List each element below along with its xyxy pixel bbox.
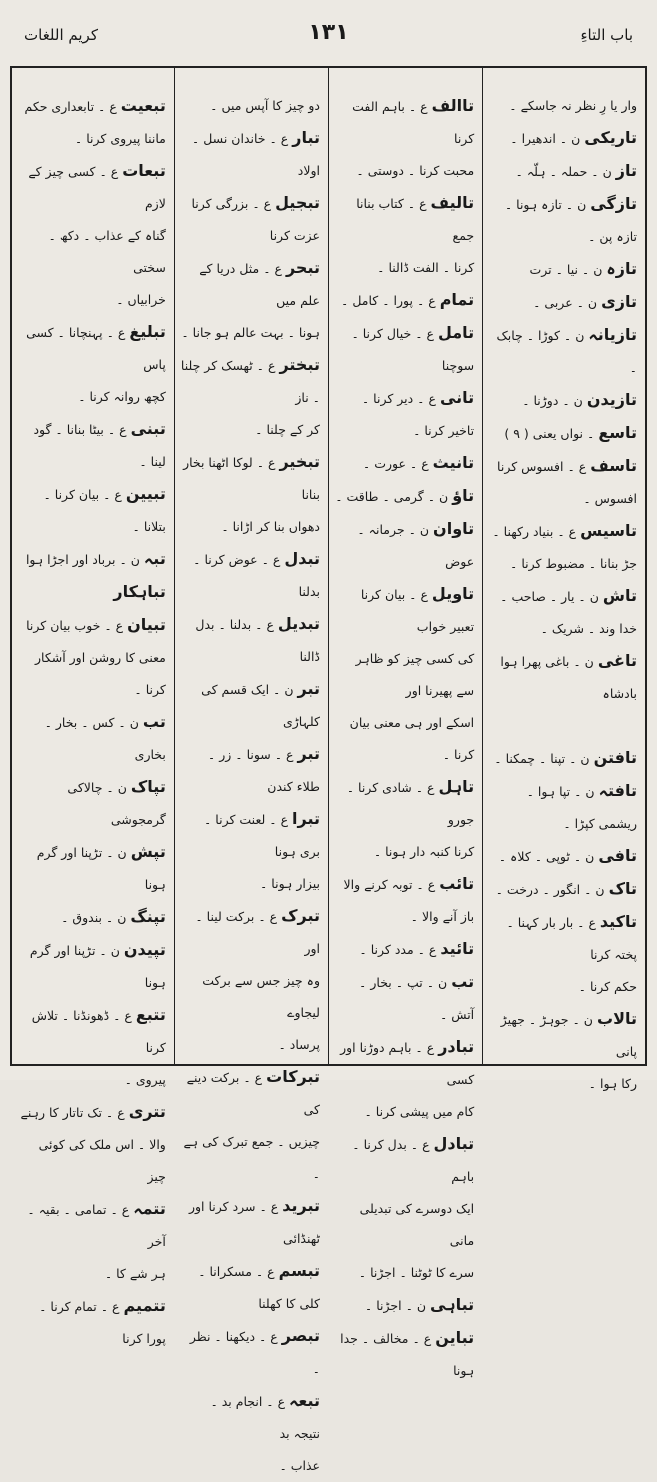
entry-headword: تافی — [598, 846, 637, 865]
dictionary-entry — [489, 90, 637, 122]
entry-definition: دو چیز کا آپس میں ۔ — [210, 98, 320, 113]
entry-headword: تاسف — [590, 456, 637, 475]
entry-headword: تبدیل — [277, 614, 320, 633]
entry-definition: ن ۔ باغی پھرا ہوا بادشاہ — [500, 654, 637, 701]
entry-definition: ع ۔ مثل دریا کے علم میں — [199, 261, 320, 308]
entry-definition: ع ۔ کتاب بنانا جمع — [356, 196, 475, 243]
entry-definition: افسوس ۔ — [583, 491, 637, 506]
entry-headword: تاکید — [599, 912, 637, 931]
entry-headword: تاہل — [438, 777, 475, 796]
dictionary-entry — [18, 1064, 166, 1096]
entry-headword: تبر — [297, 679, 320, 698]
entry-headword: تبرک — [281, 906, 320, 925]
dictionary-entry — [18, 706, 166, 771]
dictionary-entry — [335, 643, 474, 707]
entry-definition: معنی کا روشن اور آشکار کرنا ۔ — [34, 650, 166, 697]
entry-definition: ہر شے کا ۔ — [104, 1266, 166, 1281]
entry-headword: تافتن — [593, 748, 637, 767]
entry-headword: تبادر — [438, 1037, 475, 1056]
dictionary-entry — [335, 382, 474, 447]
dictionary-entry — [181, 252, 320, 317]
entry-definition: اسکے اور ہی معنی بیان کرنا ۔ — [349, 715, 475, 762]
dictionary-entry — [18, 123, 166, 155]
entry-headword: تازگی — [590, 194, 637, 213]
entry-definition: ع ۔ بزرگی کرنا عزت کرنا — [191, 196, 320, 243]
entry-definition: ع ۔ مخالف ۔ جدا ہونا — [340, 1331, 475, 1378]
dictionary-entry — [18, 836, 166, 901]
dictionary-entry — [489, 775, 637, 840]
entry-definition: ع ۔ برکت لینا ۔ اور — [195, 909, 320, 956]
entry-headword: تافتہ — [598, 781, 637, 800]
entry-definition: محبت کرنا ۔ دوستی ۔ — [356, 163, 475, 178]
entry-definition: والا ۔ اس ملک کی کوئی چیز — [38, 1137, 166, 1184]
dictionary-entry — [181, 738, 320, 803]
entry-headword: تبختر — [279, 355, 320, 374]
entry-definition: گناہ کے عذاب ۔ دکھ ۔ سختی — [48, 228, 166, 275]
dictionary-entry — [335, 187, 474, 252]
entry-headword: تبنی — [130, 419, 166, 438]
dictionary-entry — [335, 966, 474, 1031]
entry-definition: وار یا رِ نظر نہ جاسکے ۔ — [509, 98, 637, 113]
dictionary-entry — [181, 803, 320, 868]
dictionary-entry — [18, 999, 166, 1064]
entry-definition: ع ۔ مسکرانا ۔ کلی کا کھلنا — [198, 1264, 320, 1311]
entry-definition: پرساد ۔ — [278, 1037, 320, 1052]
entries-column-1 — [482, 68, 645, 1091]
entry-definition: ع ۔ توبہ کرنے والا — [343, 877, 436, 892]
entry-definition: ع ۔ بیٹا بنانا ۔ گود لینا ۔ — [33, 422, 166, 469]
entry-definition: ع ۔ کسی چیز کے لازم — [28, 164, 166, 211]
dictionary-entry — [18, 1129, 166, 1193]
entry-headword: تبرا — [292, 809, 320, 828]
dictionary-entry — [335, 447, 474, 480]
entry-headword: تاسع — [598, 423, 637, 442]
entry-definition: ع ۔ تمام کرنا ۔ پورا کرنا — [39, 1299, 166, 1346]
entry-definition: ع ۔ بدلنا ۔ بدل ڈالنا — [195, 617, 320, 664]
dictionary-entry — [181, 90, 320, 122]
entry-definition: ن ۔ ٹوپی ۔ کلاہ ۔ — [498, 849, 595, 864]
entry-definition: ع ۔ تمامی ۔ بقیہ ۔ آخر — [27, 1202, 166, 1249]
entry-definition: ع ۔ برکت دینے کی — [186, 1070, 320, 1117]
dictionary-entry — [489, 319, 637, 384]
dictionary-entry — [18, 642, 166, 706]
entries-column-3 — [174, 68, 328, 1473]
entry-definition: ع ۔ عوض کرنا ۔ بدلنا — [193, 552, 320, 599]
entry-definition: پیروی ۔ — [124, 1072, 166, 1087]
entry-headword: تباہکار — [113, 582, 166, 601]
dictionary-entry — [335, 155, 474, 187]
entry-definition: چیزیں ۔ جمع تبرک کی ہے ۔ — [183, 1134, 320, 1181]
entry-headword: تبسم — [278, 1261, 320, 1280]
dictionary-entry — [18, 413, 166, 478]
dictionary-entry — [181, 1385, 320, 1450]
entry-headword: تبہ — [143, 549, 166, 568]
dictionary-entry — [335, 1128, 474, 1193]
dictionary-entry — [18, 576, 166, 609]
book-title: کریم اللغات — [24, 26, 98, 44]
entry-headword: تامل — [437, 323, 475, 342]
entry-headword: تبر — [297, 744, 320, 763]
entry-headword: تبجیل — [275, 193, 320, 212]
dictionary-entry — [489, 483, 637, 515]
entry-headword: تبعیت — [120, 96, 166, 115]
entry-definition: رکا ہوا ۔ — [588, 1076, 637, 1091]
dictionary-entry — [181, 511, 320, 543]
dictionary-entry — [489, 1003, 637, 1068]
entry-headword: تالاب — [596, 1009, 637, 1028]
entry-headword: تازہ — [606, 259, 637, 278]
dictionary-entry — [181, 543, 320, 608]
dictionary-entry — [18, 934, 166, 999]
dictionary-entry — [489, 710, 637, 742]
dictionary-entry — [489, 580, 637, 613]
entry-headword: تبحر — [285, 258, 320, 277]
entry-definition: ن ۔ جرمانہ ۔ عوض — [357, 522, 475, 569]
entry-headword: تاؤ — [452, 486, 475, 505]
dictionary-entry — [335, 1193, 474, 1257]
entry-definition: ن ۔ حملہ ۔ ہلّہ ۔ — [515, 164, 612, 179]
entry-definition: ہونا ۔ بہت عالم ہو جانا ۔ — [181, 325, 320, 340]
entry-headword: تباین — [435, 1328, 475, 1347]
entry-definition: ن ۔ کوڑا ۔ چابک ۔ — [496, 328, 637, 375]
entry-definition: ن ۔ تپا ہوا ۔ ریشمی کپڑا ۔ — [526, 784, 637, 831]
dictionary-entry — [181, 1255, 320, 1320]
entry-headword: تاریکی — [584, 128, 637, 147]
entry-definition: ع ۔ تابعداری حکم — [24, 99, 117, 114]
entries-table — [10, 66, 647, 1473]
entry-definition: ن ۔ یار ۔ صاحب ۔ — [500, 589, 599, 604]
entry-definition: ع ۔ ٹھسک کر چلنا ۔ ناز — [180, 358, 320, 405]
entry-definition: ع ۔ پورا ۔ کامل ۔ — [341, 293, 436, 308]
entry-definition: ایک دوسرے کی تبدیلی مانی — [359, 1201, 475, 1248]
entry-definition: خرابیاں ۔ — [116, 292, 166, 307]
dictionary-entry — [18, 901, 166, 934]
dictionary-entry — [335, 513, 474, 578]
dictionary-entry — [181, 446, 320, 511]
entry-definition: ع ۔ سرد کرنا اور ٹھنڈائی — [188, 1199, 320, 1246]
dictionary-entry — [18, 609, 166, 642]
entry-headword: تپش — [130, 842, 166, 861]
entry-definition: ۔ نواں یعنی ( ۹ ) — [504, 426, 595, 441]
dictionary-entry — [181, 900, 320, 965]
entry-headword: تاک — [608, 879, 637, 898]
entry-definition: ن ۔ تپ ۔ بخار ۔ آتش ۔ — [359, 975, 475, 1022]
entry-definition: ن ۔ ایک قسم کی کلہاڑی — [201, 682, 320, 729]
dictionary-entry — [181, 122, 320, 187]
entry-definition: ن ۔ تڑپنا اور گرم ہونا — [29, 943, 166, 990]
page-header — [24, 18, 633, 58]
entry-definition: ع ۔ سونا ۔ زر ۔ طلاء کندن — [207, 747, 320, 794]
entry-definition: ع ۔ تک تاتار کا رہنے — [20, 1105, 125, 1120]
chapter-title: باب التاءِ — [580, 26, 633, 44]
dictionary-entry — [18, 543, 166, 576]
entry-definition: ن ۔ تڑپنا اور گرم ہونا — [36, 845, 166, 892]
entry-definition: کرنا کنبہ دار ہونا ۔ — [373, 844, 475, 859]
dictionary-entry — [181, 414, 320, 446]
dictionary-entry — [181, 1029, 320, 1061]
dictionary-entry — [335, 1289, 474, 1322]
entry-headword: تتری — [128, 1102, 166, 1121]
dictionary-entry — [181, 673, 320, 738]
entry-definition: بیزار ہونا ۔ — [260, 876, 320, 891]
entry-definition: ع ۔ عورت ۔ — [362, 456, 429, 471]
dictionary-entry — [489, 515, 637, 548]
entry-headword: تمام — [439, 290, 475, 309]
dictionary-entry — [489, 906, 637, 971]
entry-headword: تبار — [292, 128, 320, 147]
entry-definition: ن ۔ اندھیرا ۔ — [510, 131, 581, 146]
entry-definition: ن ۔ برباد اور اجڑا ہوا — [25, 552, 140, 567]
entry-headword: تاویل — [431, 584, 475, 603]
dictionary-entry — [489, 971, 637, 1003]
entry-headword: تبخیر — [279, 452, 320, 471]
dictionary-entry — [335, 1031, 474, 1096]
entry-definition: ماننا پیروی کرنا ۔ — [74, 131, 166, 146]
entry-definition: ن ۔ گرمی ۔ طاقت ۔ — [335, 489, 449, 504]
entry-headword: تپنگ — [130, 907, 166, 926]
entry-headword: تبیین — [125, 484, 166, 503]
dictionary-entry — [18, 478, 166, 543]
dictionary-entry — [335, 252, 474, 284]
dictionary-entry — [18, 771, 166, 836]
dictionary-entry — [181, 317, 320, 349]
entry-headword: تباہی — [430, 1295, 475, 1314]
dictionary-entry — [335, 771, 474, 836]
dictionary-entry — [18, 1096, 166, 1129]
dictionary-entry — [489, 840, 637, 873]
dictionary-entry — [335, 933, 474, 966]
entry-definition: ن ۔ جوہڑ ۔ جھیڑ پانی — [500, 1012, 637, 1059]
dictionary-entry — [335, 317, 474, 382]
entry-definition: وہ چیز جس سے برکت لیجاوے — [202, 973, 320, 1020]
entry-definition: ع ۔ باہم الفت کرنا — [352, 99, 475, 146]
dictionary-entry — [335, 1257, 474, 1289]
entry-definition: ع ۔ افسوس کرنا — [497, 459, 587, 474]
dictionary-entry — [181, 1190, 320, 1255]
entry-definition: ع ۔ دیر کرنا ۔ تاخیر کرنا ۔ — [361, 391, 475, 438]
entry-headword: تازیانہ — [588, 325, 637, 344]
dictionary-entry — [489, 384, 637, 417]
entry-definition: ع ۔ بار بار کہنا ۔ پختہ کرنا — [506, 915, 637, 962]
entry-definition: باز آنے والا ۔ — [410, 909, 475, 924]
entry-definition: ن ۔ تپنا ۔ چمکنا ۔ — [494, 751, 590, 766]
entry-definition: کر کے چلنا ۔ — [255, 422, 320, 437]
dictionary-entry — [181, 868, 320, 900]
entry-definition: ع ۔ لعنت کرنا ۔ بری ہونا — [204, 812, 320, 859]
entry-headword: تبلیغ — [129, 322, 166, 341]
entry-headword: تبعہ — [289, 1391, 320, 1410]
entry-definition: ع ۔ بیان کرنا ۔ بتلانا ۔ — [43, 487, 166, 534]
dictionary-entry — [18, 1258, 166, 1290]
entry-headword: تبرید — [282, 1196, 320, 1215]
dictionary-entry — [335, 868, 474, 901]
dictionary-entry — [489, 417, 637, 450]
dictionary-entry — [181, 349, 320, 414]
entry-headword: تازیدن — [586, 390, 637, 409]
dictionary-entry — [335, 1096, 474, 1128]
entry-headword: تبدل — [284, 549, 320, 568]
entry-definition: کی کسی چیز کو ظاہر سے پھیرنا اور — [355, 651, 475, 698]
dictionary-entry — [489, 450, 637, 483]
entry-headword: تاوان — [433, 519, 475, 538]
entry-definition: ع ۔ بدل کرنا ۔ باہم — [352, 1137, 475, 1184]
entry-definition: ن ۔ اجڑنا ۔ — [364, 1298, 427, 1313]
entry-definition: ع ۔ انجام بد ۔ نتیجہ بد — [210, 1394, 320, 1441]
dictionary-entry — [489, 645, 637, 710]
dictionary-entry — [18, 1290, 166, 1355]
entry-headword: تازی — [601, 292, 637, 311]
dictionary-entry — [489, 122, 637, 155]
dictionary-entry — [335, 901, 474, 933]
entry-headword: تب — [142, 712, 166, 731]
dictionary-entry — [489, 548, 637, 580]
entry-headword: تبیان — [127, 615, 166, 634]
entry-headword: تپاک — [130, 777, 166, 796]
entry-headword: تتبع — [135, 1005, 166, 1024]
dictionary-entry — [335, 90, 474, 155]
entry-headword: تائید — [440, 939, 475, 958]
dictionary-entry — [489, 742, 637, 775]
dictionary-entry — [181, 608, 320, 673]
entry-headword: تبعات — [122, 161, 166, 180]
entry-definition: ع ۔ دیکھنا ۔ نظر ۔ — [189, 1329, 320, 1376]
entry-definition: ع ۔ لوکا اٹھنا بخار بنانا — [183, 455, 320, 502]
entry-headword: تاسیس — [580, 521, 637, 540]
entry-headword: تائب — [439, 874, 475, 893]
dictionary-entry — [181, 965, 320, 1029]
entry-definition: ع ۔ شادی کرنا ۔ جورو — [346, 780, 475, 827]
dictionary-entry — [489, 873, 637, 906]
entry-definition: خدا وند ۔ شریک ۔ — [540, 621, 637, 636]
entry-headword: تتمیم — [123, 1296, 166, 1315]
entry-definition: کچھ روانہ کرنا ۔ — [78, 389, 166, 404]
entry-definition: عذاب ۔ — [279, 1458, 320, 1473]
dictionary-entry — [489, 188, 637, 253]
entry-definition: ن ۔ کس ۔ بخار ۔ بخاری — [44, 715, 166, 762]
entries-column-2 — [328, 68, 482, 1378]
dictionary-entry — [489, 155, 637, 188]
entry-definition: ع ۔ بیان کرنا تعبیر خواب — [360, 587, 475, 634]
entry-definition: ع ۔ باہم دوڑنا اور کسی — [340, 1040, 475, 1087]
dictionary-entry — [18, 155, 166, 220]
dictionary-entry — [181, 1450, 320, 1482]
dictionary-entry — [181, 1126, 320, 1190]
entry-definition: ع ۔ خوب بیان کرنا — [26, 618, 124, 633]
dictionary-entry — [335, 578, 474, 643]
entry-definition: ن ۔ بندوق ۔ — [61, 910, 127, 925]
entry-definition: ن ۔ تازہ ہونا ۔ تازہ پن ۔ — [504, 197, 637, 244]
entry-definition: ع ۔ مدد کرنا ۔ — [359, 942, 437, 957]
entry-headword: تاغی — [597, 651, 637, 670]
entry-headword: تالیف — [430, 193, 475, 212]
entry-definition: حکم کرنا ۔ — [578, 979, 637, 994]
dictionary-entry — [18, 1193, 166, 1258]
entry-headword: تاز — [615, 161, 637, 180]
dictionary-entry — [18, 284, 166, 316]
entry-definition: ن ۔ انگور ۔ درخت ۔ — [495, 882, 605, 897]
entry-definition: ع ۔ خاندان نسل ۔ اولاد — [191, 131, 320, 178]
entry-headword: تبادل — [433, 1134, 475, 1153]
entry-definition: کام میں پیشی کرنا ۔ — [364, 1104, 475, 1119]
dictionary-entry — [489, 286, 637, 319]
entry-definition: ع ۔ پہنچانا ۔ کسی پاس — [26, 325, 166, 372]
dictionary-entry — [181, 1320, 320, 1385]
dictionary-entry — [181, 187, 320, 252]
entry-definition: ع ۔ ڈھونڈنا ۔ تلاش کرنا — [31, 1008, 166, 1055]
entries-column-4 — [12, 68, 174, 1346]
dictionary-entry — [489, 1068, 637, 1100]
dictionary-entry — [181, 1061, 320, 1126]
entry-headword: تاش — [602, 586, 637, 605]
dictionary-entry — [489, 253, 637, 286]
entry-definition: ع ۔ بنیاد رکھنا ۔ — [492, 524, 577, 539]
entry-headword: تبرکات — [266, 1067, 320, 1086]
dictionary-entry — [335, 284, 474, 317]
entry-definition: ن ۔ عربی ۔ — [533, 295, 598, 310]
entry-headword: تپیدن — [123, 940, 166, 959]
dictionary-entry — [489, 613, 637, 645]
entry-headword: تاالف — [431, 96, 475, 115]
dictionary-entry — [335, 480, 474, 513]
entry-definition: ن ۔ چالاکی گرمجوشی — [67, 780, 166, 827]
entry-headword: تانیث — [432, 453, 475, 472]
dictionary-entry — [335, 707, 474, 771]
dictionary-entry — [18, 381, 166, 413]
entry-definition: جڑ بنانا ۔ مضبوط کرنا ۔ — [510, 556, 637, 571]
entry-headword: تب — [451, 972, 475, 991]
dictionary-entry — [335, 1322, 474, 1387]
entry-headword: تبصر — [281, 1326, 320, 1345]
entry-definition: کرنا ۔ الفت ڈالنا ۔ — [377, 260, 475, 275]
entry-definition: ن ۔ دوڑنا ۔ — [522, 393, 583, 408]
entry-definition: ن ۔ نیا ۔ ترت — [529, 262, 603, 277]
entry-definition: دھواں بنا کر اڑانا ۔ — [221, 519, 320, 534]
page-number: ۱۳۱ — [308, 20, 349, 45]
dictionary-entry — [335, 836, 474, 868]
dictionary-entry — [18, 90, 166, 123]
entry-definition: ع ۔ خیال کرنا ۔ سوچنا — [351, 326, 475, 373]
entry-definition: سرے کا ٹوٹنا ۔ اجڑنا ۔ — [358, 1265, 475, 1280]
entry-headword: تتمہ — [133, 1199, 166, 1218]
dictionary-entry — [18, 220, 166, 284]
dictionary-entry — [18, 316, 166, 381]
entry-headword: تانی — [439, 388, 475, 407]
